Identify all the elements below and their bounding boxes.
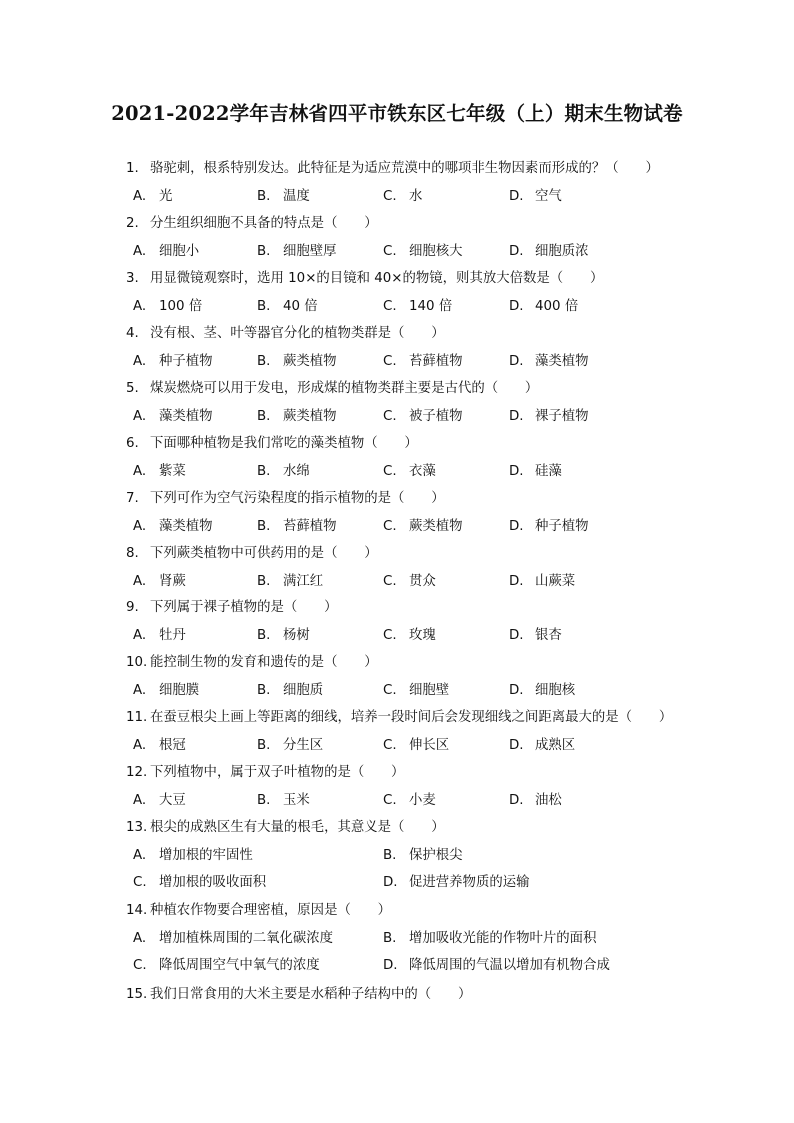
option-text: 种子植物 bbox=[159, 354, 213, 369]
option-text: 伸长区 bbox=[409, 738, 450, 753]
answer-option bbox=[257, 627, 310, 645]
option-text: 藻类植物 bbox=[159, 409, 213, 424]
question-stem bbox=[126, 545, 754, 563]
option-text: 40 倍 bbox=[283, 299, 318, 314]
option-letter: A. bbox=[133, 354, 147, 369]
question-text: 我们日常食用的大米主要是水稻种子结构中的（ ） bbox=[150, 987, 472, 1002]
answer-option bbox=[133, 463, 186, 481]
option-letter: B. bbox=[257, 464, 271, 479]
question-number: 10. bbox=[126, 655, 148, 670]
answer-option bbox=[383, 463, 436, 481]
option-text: 蕨类植物 bbox=[283, 354, 337, 369]
question-stem bbox=[126, 160, 754, 178]
question-text: 下列植物中，属于双子叶植物的是（ ） bbox=[150, 765, 405, 780]
question-text: 分生组织细胞不具备的特点是（ ） bbox=[150, 216, 378, 231]
option-text: 贯众 bbox=[409, 574, 436, 589]
option-letter: C. bbox=[383, 189, 397, 204]
option-letter: A. bbox=[133, 299, 147, 314]
option-letter: A. bbox=[133, 464, 147, 479]
option-text: 促进营养物质的运输 bbox=[409, 875, 530, 890]
option-text: 苔藓植物 bbox=[409, 354, 463, 369]
option-text: 细胞核 bbox=[535, 683, 576, 698]
option-text: 苔藓植物 bbox=[283, 519, 337, 534]
question-text: 能控制生物的发育和遗传的是（ ） bbox=[150, 655, 378, 670]
answer-option bbox=[383, 957, 610, 975]
question-stem bbox=[126, 380, 754, 398]
answer-option bbox=[257, 188, 310, 206]
answer-option bbox=[133, 408, 213, 426]
option-letter: D. bbox=[509, 519, 524, 534]
option-letter: A. bbox=[133, 409, 147, 424]
option-text: 140 倍 bbox=[409, 299, 453, 314]
option-letter: A. bbox=[133, 793, 147, 808]
question-text: 下面哪种植物是我们常吃的藻类植物（ ） bbox=[150, 436, 418, 451]
option-letter: B. bbox=[257, 574, 271, 589]
option-letter: C. bbox=[133, 875, 147, 890]
answer-option bbox=[257, 518, 337, 536]
option-text: 100 倍 bbox=[159, 299, 203, 314]
option-letter: A. bbox=[133, 189, 147, 204]
question-stem bbox=[126, 902, 754, 920]
option-text: 银杏 bbox=[535, 628, 562, 643]
question-number: 3. bbox=[126, 271, 139, 286]
option-text: 空气 bbox=[535, 189, 562, 204]
option-text: 玫瑰 bbox=[409, 628, 436, 643]
option-text: 水绵 bbox=[283, 464, 310, 479]
answer-option bbox=[383, 243, 463, 261]
answer-option bbox=[257, 573, 323, 591]
question-number: 6. bbox=[126, 436, 139, 451]
option-letter: A. bbox=[133, 931, 147, 946]
option-letter: B. bbox=[257, 189, 271, 204]
option-text: 蕨类植物 bbox=[283, 409, 337, 424]
question-number: 2. bbox=[126, 216, 139, 231]
option-text: 玉米 bbox=[283, 793, 310, 808]
question-text: 下列可作为空气污染程度的指示植物的是（ ） bbox=[150, 491, 445, 506]
answer-option bbox=[509, 188, 562, 206]
question-text: 煤炭燃烧可以用于发电，形成煤的植物类群主要是古代的（ ） bbox=[150, 381, 539, 396]
option-letter: D. bbox=[509, 628, 524, 643]
option-letter: C. bbox=[383, 464, 397, 479]
question-text: 用显微镜观察时，选用 10×的目镜和 40×的物镜，则其放大倍数是（ ） bbox=[150, 271, 604, 286]
option-text: 降低周围的气温以增加有机物合成 bbox=[409, 958, 610, 973]
answer-option bbox=[509, 298, 578, 316]
option-letter: C. bbox=[383, 409, 397, 424]
option-letter: C. bbox=[383, 519, 397, 534]
option-letter: A. bbox=[133, 738, 147, 753]
question-text: 下列属于裸子植物的是（ ） bbox=[150, 600, 338, 615]
answer-option bbox=[509, 243, 589, 261]
option-text: 细胞膜 bbox=[159, 683, 200, 698]
option-text: 细胞壁 bbox=[409, 683, 450, 698]
answer-option bbox=[133, 957, 320, 975]
answer-option bbox=[383, 518, 463, 536]
answer-option bbox=[383, 682, 449, 700]
option-text: 成熟区 bbox=[535, 738, 576, 753]
answer-option bbox=[383, 737, 449, 755]
answer-option bbox=[383, 573, 436, 591]
answer-option bbox=[383, 874, 530, 892]
option-letter: B. bbox=[257, 409, 271, 424]
question-text: 没有根、茎、叶等器官分化的植物类群是（ ） bbox=[150, 326, 445, 341]
option-text: 增加植株周围的二氧化碳浓度 bbox=[159, 931, 334, 946]
question-text: 种植农作物要合理密植，原因是（ ） bbox=[150, 903, 392, 918]
question-number: 15. bbox=[126, 987, 148, 1002]
answer-option bbox=[509, 627, 562, 645]
question-number: 11. bbox=[126, 710, 148, 725]
option-letter: A. bbox=[133, 244, 147, 259]
answer-option bbox=[383, 408, 463, 426]
answer-option bbox=[133, 298, 202, 316]
answer-option bbox=[383, 188, 422, 206]
option-letter: D. bbox=[383, 958, 398, 973]
option-letter: C. bbox=[383, 628, 397, 643]
option-text: 大豆 bbox=[159, 793, 186, 808]
question-stem bbox=[126, 819, 754, 837]
option-letter: C. bbox=[383, 299, 397, 314]
answer-option bbox=[257, 353, 337, 371]
answer-option bbox=[257, 682, 323, 700]
option-letter: D. bbox=[509, 574, 524, 589]
option-text: 肾蕨 bbox=[159, 574, 186, 589]
question-text: 骆驼刺，根系特别发达。此特征是为适应荒漠中的哪项非生物因素而形成的？（ ） bbox=[150, 161, 659, 176]
answer-option bbox=[383, 847, 463, 865]
page-title: 2021-2022学年吉林省四平市铁东区七年级（上）期末生物试卷 bbox=[111, 102, 683, 125]
option-text: 藻类植物 bbox=[159, 519, 213, 534]
answer-option bbox=[133, 874, 266, 892]
option-text: 增加根的牢固性 bbox=[159, 848, 253, 863]
option-text: 细胞壁厚 bbox=[283, 244, 337, 259]
option-text: 保护根尖 bbox=[409, 848, 463, 863]
option-text: 油松 bbox=[535, 793, 562, 808]
option-letter: B. bbox=[257, 299, 271, 314]
option-text: 400 倍 bbox=[535, 299, 579, 314]
option-letter: D. bbox=[509, 683, 524, 698]
option-letter: D. bbox=[509, 409, 524, 424]
question-stem bbox=[126, 654, 754, 672]
option-letter: D. bbox=[509, 793, 524, 808]
question-stem bbox=[126, 490, 754, 508]
option-text: 细胞质浓 bbox=[535, 244, 589, 259]
question-stem bbox=[126, 764, 754, 782]
answer-option bbox=[383, 930, 596, 948]
option-text: 小麦 bbox=[409, 793, 436, 808]
question-number: 1. bbox=[126, 161, 139, 176]
question-number: 13. bbox=[126, 820, 148, 835]
option-letter: D. bbox=[509, 464, 524, 479]
option-text: 温度 bbox=[283, 189, 310, 204]
option-letter: C. bbox=[383, 354, 397, 369]
option-letter: B. bbox=[257, 354, 271, 369]
option-text: 增加根的吸收面积 bbox=[159, 875, 267, 890]
question-stem bbox=[126, 270, 754, 288]
option-text: 细胞小 bbox=[159, 244, 200, 259]
question-text: 在蚕豆根尖上画上等距离的细线，培养一段时间后会发现细线之间距离最大的是（ ） bbox=[150, 710, 673, 725]
option-text: 种子植物 bbox=[535, 519, 589, 534]
option-letter: B. bbox=[257, 683, 271, 698]
option-text: 被子植物 bbox=[409, 409, 463, 424]
option-letter: C. bbox=[133, 958, 147, 973]
option-letter: B. bbox=[257, 793, 271, 808]
question-stem bbox=[126, 325, 754, 343]
option-text: 根冠 bbox=[159, 738, 186, 753]
answer-option bbox=[133, 353, 213, 371]
answer-option bbox=[509, 353, 589, 371]
option-letter: B. bbox=[257, 244, 271, 259]
answer-option bbox=[509, 792, 562, 810]
option-letter: D. bbox=[509, 738, 524, 753]
option-letter: B. bbox=[257, 519, 271, 534]
option-text: 牡丹 bbox=[159, 628, 186, 643]
option-letter: C. bbox=[383, 793, 397, 808]
answer-option bbox=[133, 792, 186, 810]
option-letter: D. bbox=[509, 299, 524, 314]
option-text: 裸子植物 bbox=[535, 409, 589, 424]
option-text: 紫菜 bbox=[159, 464, 186, 479]
option-letter: D. bbox=[509, 244, 524, 259]
option-text: 杨树 bbox=[283, 628, 310, 643]
answer-option bbox=[133, 682, 199, 700]
option-text: 满江红 bbox=[283, 574, 324, 589]
question-stem bbox=[126, 435, 754, 453]
question-number: 12. bbox=[126, 765, 148, 780]
answer-option bbox=[133, 243, 199, 261]
answer-option bbox=[133, 573, 186, 591]
answer-option bbox=[383, 627, 436, 645]
answer-option bbox=[383, 792, 436, 810]
question-number: 7. bbox=[126, 491, 139, 506]
option-letter: A. bbox=[133, 848, 147, 863]
option-letter: A. bbox=[133, 683, 147, 698]
option-letter: C. bbox=[383, 574, 397, 589]
option-letter: B. bbox=[383, 931, 397, 946]
option-letter: A. bbox=[133, 574, 147, 589]
question-stem bbox=[126, 599, 754, 617]
answer-option bbox=[257, 243, 337, 261]
option-text: 硅藻 bbox=[535, 464, 562, 479]
option-text: 细胞核大 bbox=[409, 244, 463, 259]
option-text: 降低周围空气中氧气的浓度 bbox=[159, 958, 320, 973]
option-text: 光 bbox=[159, 189, 173, 204]
option-text: 细胞质 bbox=[283, 683, 324, 698]
answer-option bbox=[383, 298, 452, 316]
option-text: 衣藻 bbox=[409, 464, 436, 479]
option-letter: A. bbox=[133, 519, 147, 534]
answer-option bbox=[509, 573, 575, 591]
answer-option bbox=[257, 463, 310, 481]
answer-option bbox=[257, 737, 323, 755]
question-stem bbox=[126, 709, 754, 727]
answer-option bbox=[133, 930, 333, 948]
answer-option bbox=[509, 682, 575, 700]
answer-option bbox=[509, 737, 575, 755]
option-letter: B. bbox=[257, 628, 271, 643]
option-letter: D. bbox=[509, 189, 524, 204]
answer-option bbox=[133, 737, 186, 755]
answer-option bbox=[383, 353, 463, 371]
question-text: 下列蕨类植物中可供药用的是（ ） bbox=[150, 546, 378, 561]
option-text: 分生区 bbox=[283, 738, 324, 753]
option-text: 蕨类植物 bbox=[409, 519, 463, 534]
question-number: 8. bbox=[126, 546, 139, 561]
answer-option bbox=[509, 408, 589, 426]
option-text: 水 bbox=[409, 189, 423, 204]
answer-option bbox=[133, 847, 253, 865]
option-letter: D. bbox=[383, 875, 398, 890]
answer-option bbox=[133, 188, 172, 206]
option-letter: B. bbox=[383, 848, 397, 863]
question-number: 9. bbox=[126, 600, 139, 615]
answer-option bbox=[133, 518, 213, 536]
option-text: 增加吸收光能的作物叶片的面积 bbox=[409, 931, 597, 946]
question-number: 5. bbox=[126, 381, 139, 396]
option-text: 藻类植物 bbox=[535, 354, 589, 369]
option-letter: C. bbox=[383, 244, 397, 259]
option-letter: D. bbox=[509, 354, 524, 369]
answer-option bbox=[133, 627, 186, 645]
question-number: 4. bbox=[126, 326, 139, 341]
answer-option bbox=[257, 408, 337, 426]
question-text: 根尖的成熟区生有大量的根毛，其意义是（ ） bbox=[150, 820, 445, 835]
question-number: 14. bbox=[126, 903, 148, 918]
answer-option bbox=[257, 792, 310, 810]
option-text: 山蕨菜 bbox=[535, 574, 576, 589]
answer-option bbox=[257, 298, 318, 316]
option-letter: A. bbox=[133, 628, 147, 643]
question-stem bbox=[126, 215, 754, 233]
option-letter: C. bbox=[383, 738, 397, 753]
option-letter: B. bbox=[257, 738, 271, 753]
option-letter: C. bbox=[383, 683, 397, 698]
answer-option bbox=[509, 518, 589, 536]
question-stem bbox=[126, 986, 754, 1004]
answer-option bbox=[509, 463, 562, 481]
